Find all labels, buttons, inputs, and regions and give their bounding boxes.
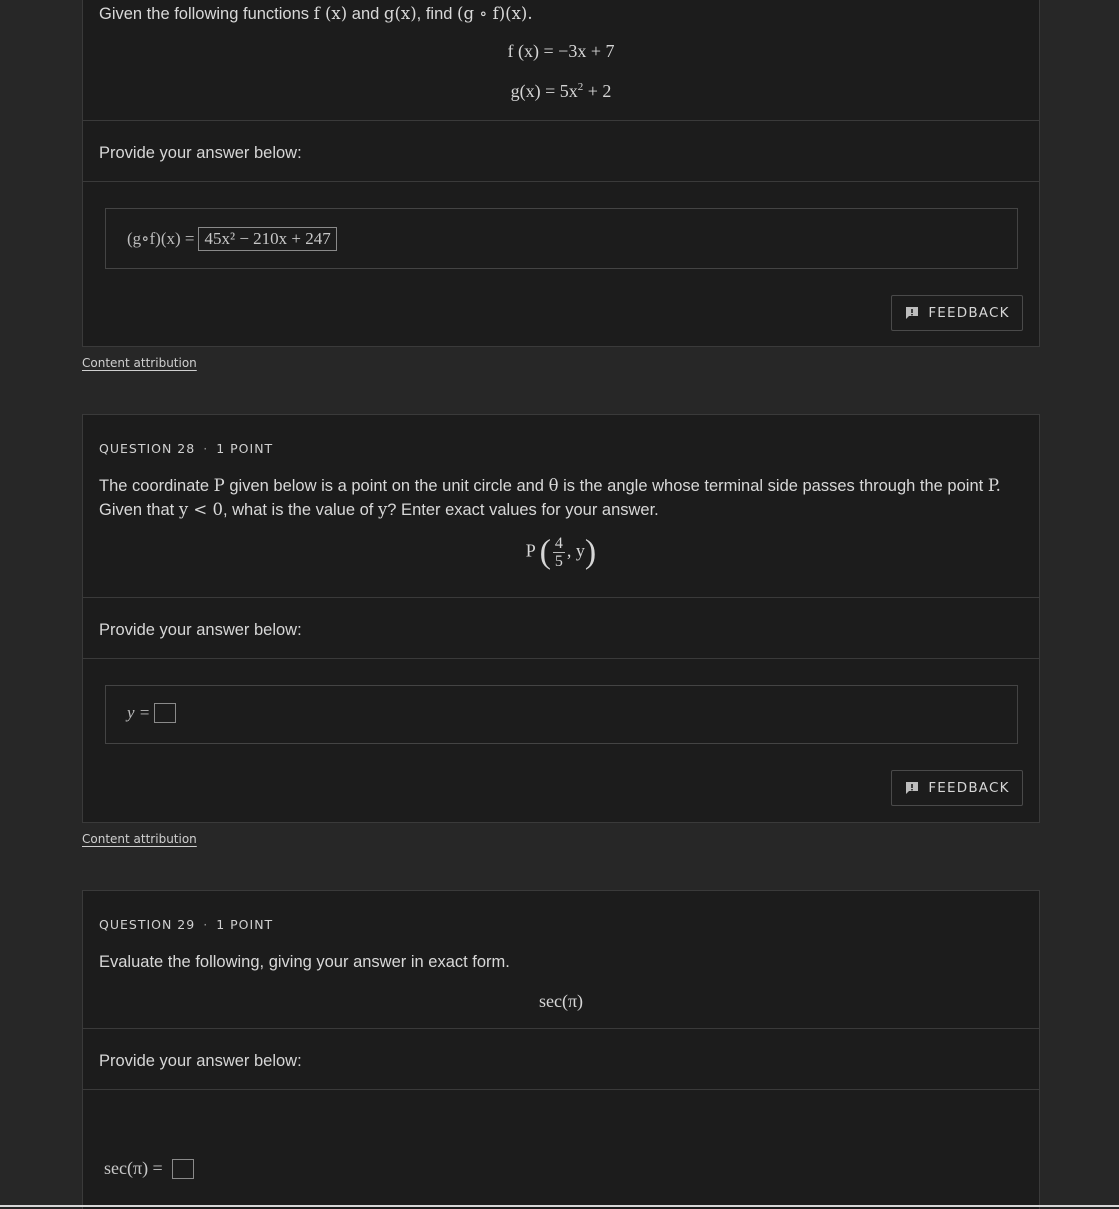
answer-expression [127, 703, 176, 723]
point-p-expression: P ( $\frac{4}{5}$ , y) [525, 533, 597, 571]
question-29-card [82, 890, 1040, 1209]
question-29-prompt-section [83, 891, 1039, 1029]
question-points: 1 POINT [216, 441, 274, 456]
question-29-header: QUESTION 29 · 1 POINT [99, 917, 274, 932]
question-points: 1 POINT [216, 917, 274, 932]
question-27-prompt: Given the following functions f (x) and g(x), find (g ∘ f)(x). [99, 4, 533, 23]
answer-box [105, 685, 1018, 744]
answer-box [105, 208, 1018, 269]
question-number: QUESTION 28 [99, 441, 196, 456]
question-28-provide-section [83, 598, 1039, 659]
question-29-answer-section [83, 1090, 1039, 1209]
sec-pi-expression: sec(π) [538, 991, 584, 1011]
question-28-answer-section [83, 659, 1039, 822]
provide-answer-label: Provide your answer below: [99, 1052, 302, 1070]
provide-answer-label: Provide your answer below: [99, 621, 302, 639]
answer-label: (g∘f)(x) = [127, 229, 195, 248]
question-29-prompt: Evaluate the following, giving your answer in exact form. [99, 953, 510, 971]
question-28-header: QUESTION 28 · 1 POINT [99, 441, 274, 456]
answer-label: y = [127, 703, 151, 722]
function-g-equation: $g(x) = 5x^2 + 2$ [510, 81, 612, 101]
question-27-card [82, 0, 1040, 347]
answer-input[interactable] [172, 1159, 194, 1179]
provide-answer-label: Provide your answer below: [99, 144, 302, 162]
feedback-button[interactable]: FEEDBACK [891, 770, 1023, 806]
question-27-answer-section [83, 182, 1039, 346]
question-27-provide-section [83, 121, 1039, 182]
viewport-bottom-edge [0, 1205, 1119, 1207]
question-28-card [82, 414, 1040, 823]
answer-label: sec(π) = [104, 1158, 163, 1178]
content-attribution-link[interactable]: Content attribution [82, 832, 197, 846]
feedback-button[interactable]: FEEDBACK [891, 295, 1023, 331]
answer-input[interactable]: 45x² − 210x + 247 [198, 227, 336, 251]
question-29-provide-section [83, 1029, 1039, 1090]
question-28-prompt: The coordinate P given below is a point on the unit circle and θ is the angle whose terminal side passes through the point P. Given that y < 0, what is the value of y? Enter exact values for your answer. [99, 476, 1001, 519]
question-number: QUESTION 29 [99, 917, 196, 932]
feedback-icon [904, 305, 920, 321]
question-28-prompt-section [83, 415, 1039, 598]
answer-expression [104, 1158, 194, 1179]
content-attribution-link[interactable]: Content attribution [82, 356, 197, 370]
function-f-equation: f (x) = −3x + 7 [507, 41, 615, 61]
feedback-icon [904, 780, 920, 796]
answer-input[interactable] [154, 703, 176, 723]
question-27-prompt-section [83, 0, 1039, 121]
answer-expression [127, 227, 337, 251]
